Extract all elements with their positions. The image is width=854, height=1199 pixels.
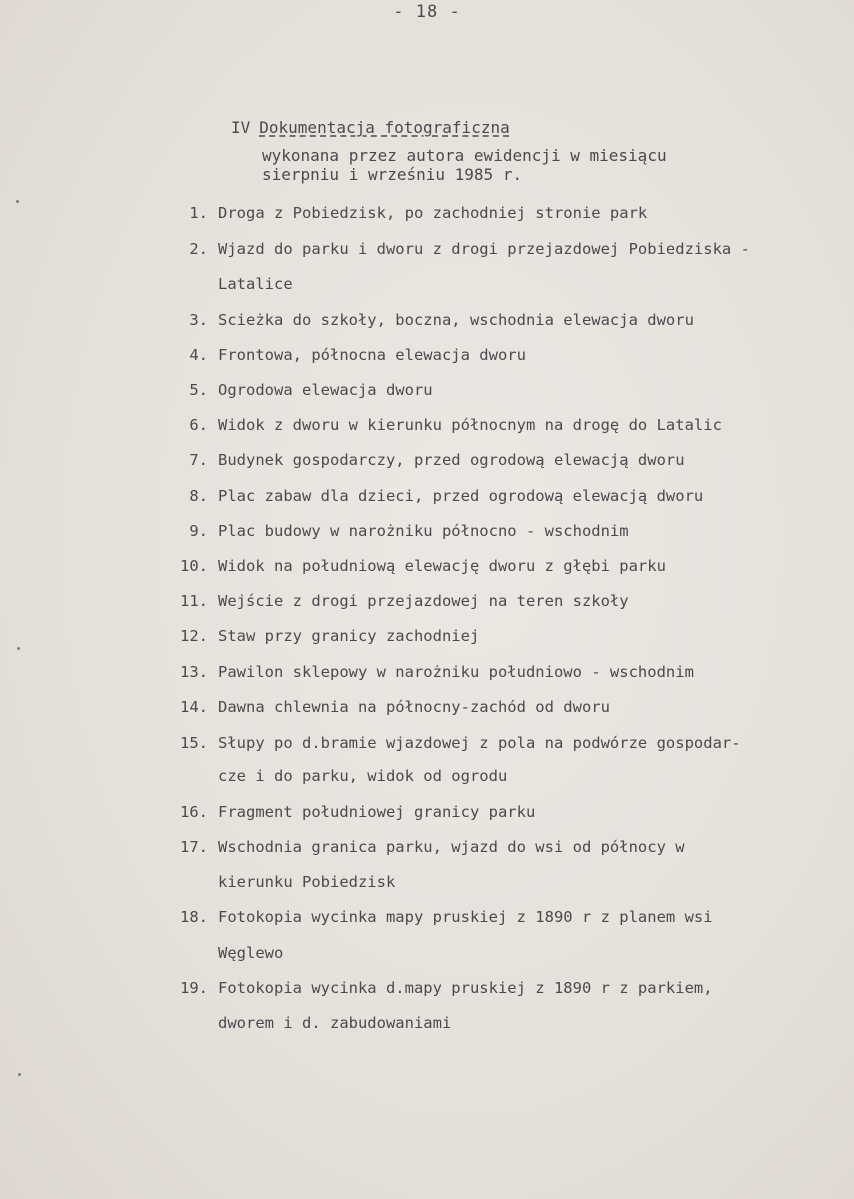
list-item-text: Dawna chlewnia na północny-zachód od dworu bbox=[218, 698, 610, 716]
list-item-text: Fragment południowej granicy parku bbox=[218, 803, 536, 821]
list-item-text: Wejście z drogi przejazdowej na teren szkoły bbox=[218, 592, 629, 610]
section-title: Dokumentacja fotograficzna bbox=[259, 118, 510, 137]
list-item-text: Fotokopia wycinka mapy pruskiej z 1890 r z planem wsi bbox=[218, 908, 713, 926]
list-item-text: Scieżka do szkoły, boczna, wschodnia elewacja dworu bbox=[218, 311, 694, 329]
list-item-number: 19. bbox=[180, 979, 208, 997]
list-item-text: Fotokopia wycinka d.mapy pruskiej z 1890 r z parkiem, bbox=[218, 979, 713, 997]
list-item-number: 8. bbox=[189, 487, 208, 505]
list-item-text: dworem i d. zabudowaniami bbox=[218, 1014, 452, 1032]
list-item-number: 11. bbox=[180, 592, 208, 610]
list-item-text: Słupy po d.bramie wjazdowej z pola na podwórze gospodar- bbox=[218, 734, 741, 752]
list-item-number: 16. bbox=[180, 803, 208, 821]
list-item-text: cze i do parku, widok od ogrodu bbox=[218, 767, 508, 785]
list-item-text: Wschodnia granica parku, wjazd do wsi od północy w bbox=[218, 838, 685, 856]
list-item-number: 4. bbox=[189, 346, 208, 364]
subtitle-line: wykonana przez autora ewidencji w miesiącu bbox=[262, 146, 667, 165]
list-item-number: 13. bbox=[180, 663, 208, 681]
list-item-text: Pawilon sklepowy w narożniku południowo - wschodnim bbox=[218, 663, 694, 681]
section-numeral: IV bbox=[231, 118, 251, 137]
list-item-text: Wjazd do parku i dworu z drogi przejazdowej Pobiedziska - bbox=[218, 240, 750, 258]
list-item-text: Droga z Pobiedzisk, po zachodniej stronie park bbox=[218, 204, 648, 222]
list-item-number: 6. bbox=[189, 416, 208, 434]
list-item-number: 18. bbox=[180, 908, 208, 926]
list-item-number: 3. bbox=[189, 311, 208, 329]
list-item-text: Widok na południową elewację dworu z głębi parku bbox=[218, 557, 666, 575]
subtitle-line: sierpniu i wrześniu 1985 r. bbox=[262, 165, 523, 184]
list-item-number: 15. bbox=[180, 734, 208, 752]
list-item-text: Plac budowy w narożniku północno - wschodnim bbox=[218, 522, 629, 540]
list-item-number: 9. bbox=[189, 522, 208, 540]
page-number: - 18 - bbox=[393, 2, 461, 22]
list-item-number: 1. bbox=[189, 204, 208, 222]
list-item-text: Frontowa, północna elewacja dworu bbox=[218, 346, 526, 364]
list-item-text: kierunku Pobiedzisk bbox=[218, 873, 396, 891]
list-item-text: Plac zabaw dla dzieci, przed ogrodową elewacją dworu bbox=[218, 487, 704, 505]
list-item-text: Budynek gospodarczy, przed ogrodową elewacją dworu bbox=[218, 451, 685, 469]
list-item-text: Staw przy granicy zachodniej bbox=[218, 627, 480, 645]
list-item-text: Ogrodowa elewacja dworu bbox=[218, 381, 433, 399]
list-item-number: 17. bbox=[180, 838, 208, 856]
list-item-number: 2. bbox=[189, 240, 208, 258]
list-item-number: 7. bbox=[189, 451, 208, 469]
list-item-text: Węglewo bbox=[218, 944, 284, 962]
list-item-number: 12. bbox=[180, 627, 208, 645]
list-item-number: 14. bbox=[180, 698, 208, 716]
list-item-number: 10. bbox=[180, 557, 208, 575]
list-item-text: Latalice bbox=[218, 275, 293, 293]
list-item-text: Widok z dworu w kierunku północnym na drogę do Latalic bbox=[218, 416, 722, 434]
list-item-number: 5. bbox=[189, 381, 208, 399]
